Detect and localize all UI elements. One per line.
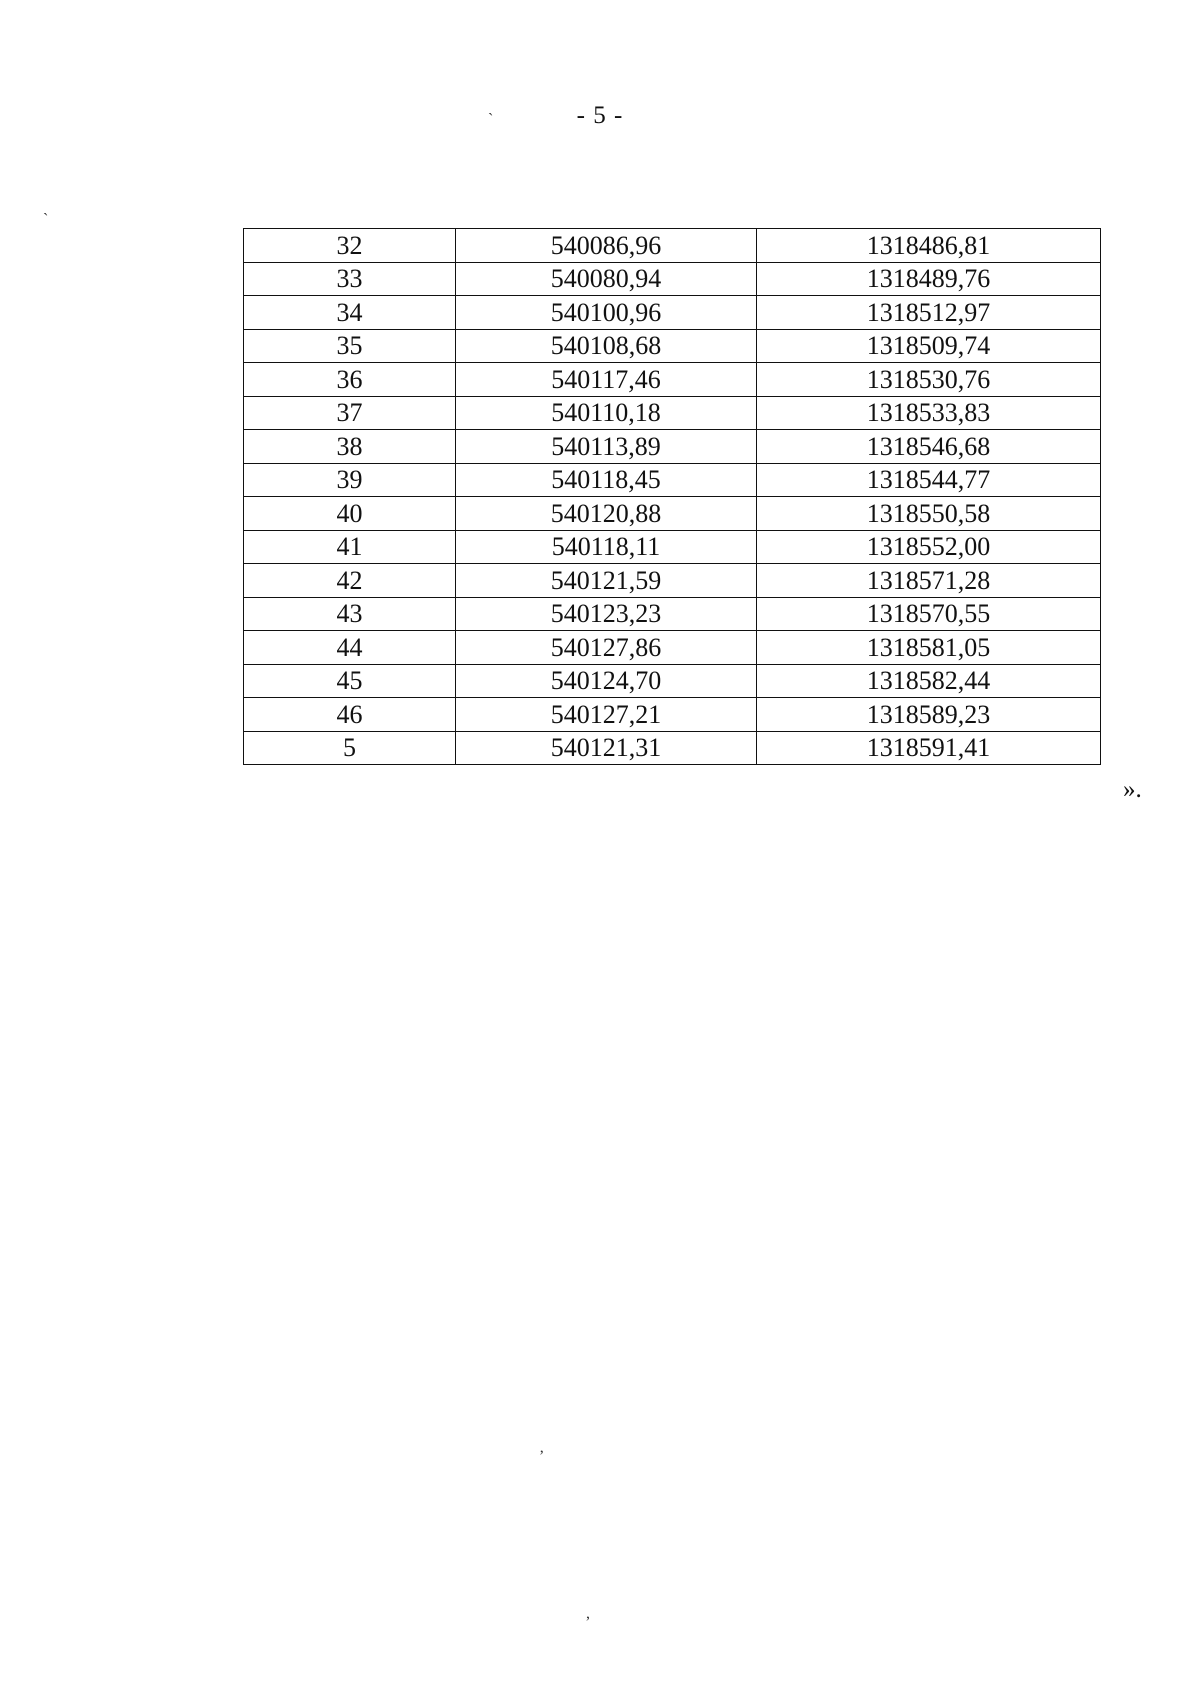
x-coordinate-cell: 540120,88 [456, 497, 757, 531]
scan-speck: ` [488, 111, 494, 128]
point-number-cell: 39 [244, 463, 456, 497]
page-number: - 5 - [576, 102, 624, 129]
x-coordinate-cell: 540113,89 [456, 430, 757, 464]
table-row [244, 698, 1101, 732]
x-coordinate-cell: 540086,96 [456, 229, 757, 263]
y-coordinate-cell: 1318489,76 [757, 262, 1101, 296]
x-coordinate-cell: 540100,96 [456, 296, 757, 330]
table-row [244, 731, 1101, 765]
y-coordinate-cell: 1318571,28 [757, 564, 1101, 598]
x-coordinate-cell: 540127,86 [456, 631, 757, 665]
table-row [244, 262, 1101, 296]
point-number-cell: 45 [244, 664, 456, 698]
y-coordinate-cell: 1318552,00 [757, 530, 1101, 564]
y-coordinate-cell: 1318550,58 [757, 497, 1101, 531]
table-row [244, 664, 1101, 698]
y-coordinate-cell: 1318486,81 [757, 229, 1101, 263]
y-coordinate-cell: 1318530,76 [757, 363, 1101, 397]
y-coordinate-cell: 1318589,23 [757, 698, 1101, 732]
scan-speck: ` [43, 211, 49, 228]
x-coordinate-cell: 540108,68 [456, 329, 757, 363]
table-row [244, 463, 1101, 497]
y-coordinate-cell: 1318512,97 [757, 296, 1101, 330]
table-row [244, 229, 1101, 263]
table-row [244, 396, 1101, 430]
y-coordinate-cell: 1318582,44 [757, 664, 1101, 698]
table-row [244, 597, 1101, 631]
x-coordinate-cell: 540124,70 [456, 664, 757, 698]
x-coordinate-cell: 540080,94 [456, 262, 757, 296]
x-coordinate-cell: 540123,23 [456, 597, 757, 631]
x-coordinate-cell: 540121,59 [456, 564, 757, 598]
point-number-cell: 36 [244, 363, 456, 397]
point-number-cell: 37 [244, 396, 456, 430]
x-coordinate-cell: 540118,11 [456, 530, 757, 564]
point-number-cell: 43 [244, 597, 456, 631]
table-row [244, 530, 1101, 564]
y-coordinate-cell: 1318546,68 [757, 430, 1101, 464]
y-coordinate-cell: 1318544,77 [757, 463, 1101, 497]
x-coordinate-cell: 540118,45 [456, 463, 757, 497]
table-row [244, 329, 1101, 363]
y-coordinate-cell: 1318533,83 [757, 396, 1101, 430]
x-coordinate-cell: 540110,18 [456, 396, 757, 430]
table-row [244, 631, 1101, 665]
point-number-cell: 46 [244, 698, 456, 732]
y-coordinate-cell: 1318581,05 [757, 631, 1101, 665]
point-number-cell: 41 [244, 530, 456, 564]
coordinates-table [243, 228, 1101, 765]
point-number-cell: 5 [244, 731, 456, 765]
point-number-cell: 38 [244, 430, 456, 464]
point-number-cell: 33 [244, 262, 456, 296]
table-row [244, 497, 1101, 531]
scan-speck: , [586, 1605, 590, 1622]
point-number-cell: 40 [244, 497, 456, 531]
x-coordinate-cell: 540121,31 [456, 731, 757, 765]
point-number-cell: 42 [244, 564, 456, 598]
point-number-cell: 35 [244, 329, 456, 363]
point-number-cell: 44 [244, 631, 456, 665]
y-coordinate-cell: 1318591,41 [757, 731, 1101, 765]
point-number-cell: 32 [244, 229, 456, 263]
y-coordinate-cell: 1318570,55 [757, 597, 1101, 631]
table-row [244, 296, 1101, 330]
table-row [244, 363, 1101, 397]
table-row [244, 430, 1101, 464]
closing-quote: ». [1123, 776, 1142, 803]
scan-speck: ‚ [539, 1439, 545, 1456]
x-coordinate-cell: 540127,21 [456, 698, 757, 732]
x-coordinate-cell: 540117,46 [456, 363, 757, 397]
point-number-cell: 34 [244, 296, 456, 330]
table-row [244, 564, 1101, 598]
y-coordinate-cell: 1318509,74 [757, 329, 1101, 363]
